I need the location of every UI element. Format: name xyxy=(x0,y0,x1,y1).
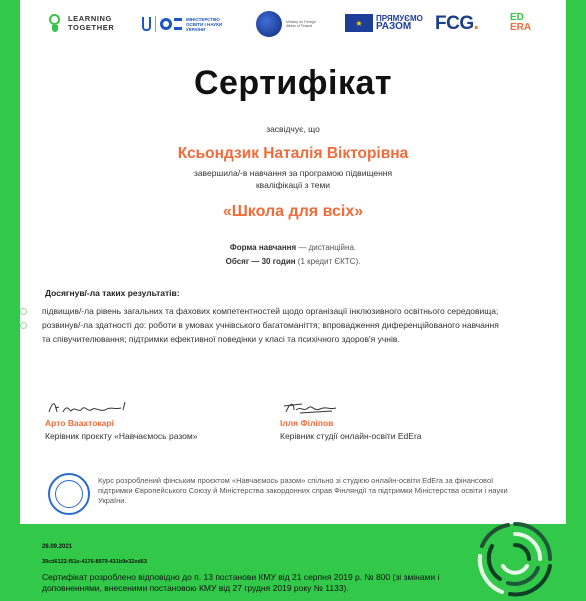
edera-line2: ERA xyxy=(510,22,532,33)
result-item: підвищив/-ла рівень загальних та фахових компетентностей щодо організації інклюзивного освітнього середовища; xyxy=(42,304,502,318)
fcg-logo: FCG . xyxy=(435,13,479,34)
globe-icon xyxy=(256,11,282,37)
edera-line1: ED xyxy=(510,12,524,23)
eu-flag-icon: ★ xyxy=(345,14,373,32)
results-list xyxy=(42,304,502,346)
signature-block xyxy=(280,398,422,441)
signature-icon xyxy=(45,398,135,416)
volume-value: (1 кредит ЄКТС). xyxy=(295,257,361,266)
signer-name: Ілля Філіпов xyxy=(280,418,334,428)
signature-block xyxy=(45,398,197,441)
eu-line2: РАЗОМ xyxy=(376,21,412,32)
mfa-text: Ministry for Foreign Affairs of Finland xyxy=(286,20,316,28)
mon-bars-icon xyxy=(174,18,182,30)
recipient-name: Ксьондзик Наталія Вікторівна xyxy=(177,145,409,162)
tryzub-icon xyxy=(142,17,151,31)
certificate-id: 39cd6122-f51e-4176-8979-431b9e32ed63 xyxy=(42,559,147,565)
signer-role: Керівник студії онлайн-освіти EdEra xyxy=(280,431,422,441)
ministry-text: МІНІСТЕРСТВО ОСВІТИ І НАУКИ УКРАЇНИ xyxy=(186,16,223,32)
volume-label: Обсяг — 30 годин xyxy=(225,257,296,266)
ministry-seal-icon xyxy=(48,473,90,515)
form-label: Форма навчання xyxy=(229,243,297,252)
course-title: «Школа для всіх» xyxy=(222,203,364,220)
eu-line1: ПРЯМУЄМО xyxy=(376,14,423,23)
legal-footnote: Сертифікат розроблено відповідно до п. 13 постанови КМУ від 21 серпня 2019 р. № 800 (зі змінами і доповненнями, внесеними постановою КМУ від 27 грудня 2019 року № 1133). xyxy=(42,572,440,593)
completion-line1: завершила/-в навчання за програмою підвищення xyxy=(193,168,393,178)
learning-together-icon xyxy=(48,14,62,32)
result-item: розвинув/-ла здатності до: роботи в умовах учнівського багатоманіття; впровадження диференційованого навчання та співучителювання; підтримки ефективної поведінки у класі та психічного здоров'я учнів. xyxy=(42,318,502,346)
learning-together-line1: LEARNING xyxy=(68,14,112,23)
edera-emblem-icon xyxy=(470,516,560,601)
certificate-title: Сертифікат xyxy=(193,64,393,102)
ministry-logo xyxy=(142,16,230,32)
fcg-text: FCG xyxy=(435,13,474,34)
logo-bar xyxy=(20,8,566,48)
completion-text xyxy=(160,167,426,191)
form-value: — дистанційна. xyxy=(296,243,357,252)
signer-name: Арто Ваахтокарі xyxy=(45,418,114,428)
mfa-finland-logo xyxy=(256,11,320,37)
course-note: Курс розроблений фінським проєктом «Навчаємось разом» спільно зі студією онлайн-освіти EdEra за фінансової підтримки Європейського Союзу й Міністерства закордонних справ Фінляндії та підтримки Міністерства освіти і науки України. xyxy=(98,476,508,505)
learning-together-line2: TOGETHER xyxy=(68,23,115,32)
results-heading: Досягнув/-ла таких результатів: xyxy=(45,288,180,298)
signer-role: Керівник проєкту «Навчаємось разом» xyxy=(45,431,198,441)
issue-date: 26.09.2021 xyxy=(42,544,73,550)
signature-icon xyxy=(280,398,340,416)
edera-logo xyxy=(510,13,531,33)
completion-line2: кваліфікації з теми xyxy=(255,180,331,190)
learning-together-logo xyxy=(48,14,114,32)
eu-logo xyxy=(345,14,423,32)
confirms-text: засвідчує, що xyxy=(266,124,320,134)
mon-circle-icon xyxy=(160,18,172,30)
course-format xyxy=(20,241,566,269)
